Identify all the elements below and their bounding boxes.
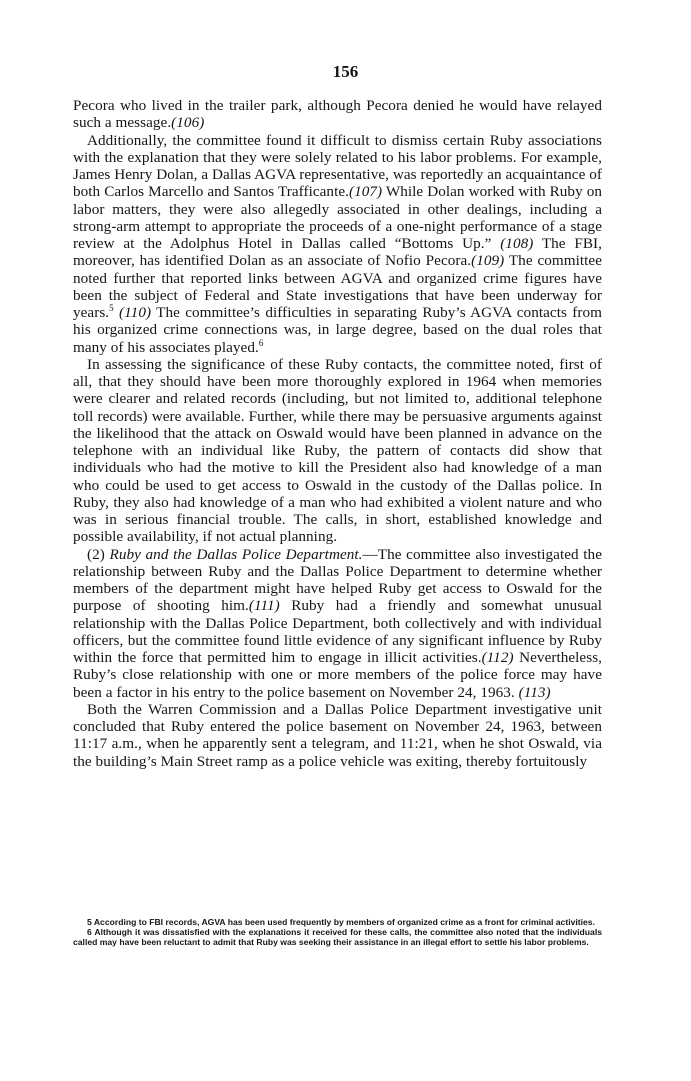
text-run: (2)	[87, 545, 110, 563]
page-number: 156	[332, 62, 359, 81]
citation-ref: (107)	[348, 183, 383, 201]
text-run: The FBI, moreover, has identified Dolan as an associate of Nofio Pecora.	[73, 235, 602, 270]
text-run: Nevertheless, Ruby’s close relationship with one or more members of the police force may have been a factor in his entry to the police basement on November 24, 1963.	[73, 649, 602, 701]
citation-ref: (113)	[518, 683, 551, 701]
citation-ref: Ruby and the Dallas Police Department.	[109, 545, 363, 563]
text-run: Both the Warren Commission and a Dallas Police Department investigative unit concluded that Ruby entered the police basement on November 24, 1963, between 11:17 a.m., when he apparently sent a telegram, and 11:21, when he shot Oswald, via the building’s Main Street ramp as a police vehicle was exiting, thereby fortuitously	[73, 700, 602, 770]
text-run: While Dolan worked with Ruby on labor matters, they were also allegedly associated in other dealings, including a strong-arm attempt to appropriate the proceeds of a one-night performance of a stage review at the Adolphus Hotel in Dallas called “Bottoms Up.”	[73, 183, 602, 252]
citation-ref: (111)	[248, 597, 280, 615]
text-run: Additionally, the committee found it difficult to dismiss certain Ruby associations with the explanation that they were solely related to his labor problems. For example, James Henry Dolan, a Dallas AGVA representative, was reportedly an acquaintance of both Carlos Marcello and Santos Trafficante.	[73, 131, 602, 201]
text-run: The committee’s difficulties in separating Ruby’s AGVA contacts from his organized crime connections was, in large degree, based on the dual roles that many of his associates played.	[73, 304, 602, 356]
body-text	[73, 97, 602, 770]
text-run: Pecora who lived in the trailer park, although Pecora denied he would have relayed such a message.	[73, 97, 602, 132]
citation-ref: (112)	[481, 649, 514, 666]
footnote-ref: 6	[258, 337, 264, 348]
paragraph-5	[73, 701, 602, 770]
text-run: The committee noted further that reported links between AGVA and organized crime figures have been the subject of Federal and State investigations that have been underway for years.	[73, 252, 602, 321]
citation-ref: (109)	[471, 252, 505, 270]
citation-ref: (110)	[119, 304, 152, 321]
paragraph-1	[73, 97, 602, 132]
text-run: Ruby had a friendly and somewhat unusual relationship with the Dallas Police Department, both collectively and with individual officers, but the committee found little evidence of any significant influence by Ruby within the force that permitted him to engage in illicit activities.	[73, 597, 602, 666]
text-run: In assessing the significance of these Ruby contacts, the committee noted, first of all, that they should have been more thoroughly explored in 1964 when memories were clearer and related records (including, but not limited to, additional telephone toll records) were available. Further, while there may be persuasive arguments against the likelihood that the attack on Oswald would have been planned in advance on the telephone with an individual like Ruby, the pattern of contacts did show that individuals who had the motive to kill the President also had knowledge of a man who could be used to get access to Oswald in the custody of the Dallas police. In Ruby, they also had knowledge of a man who had exhibited a violent nature and who was in serious financial trouble. The calls, in short, established knowledge and possible availability, if not actual planning.	[73, 355, 602, 546]
paragraph-3	[73, 356, 602, 546]
footnote-6: 6 Although it was dissatisfied with the explanations it received for these calls, the committee also noted that the individuals called may have been reluctant to admit that Ruby was seeking their assistance in an illegal effort to settle his labor problems.	[73, 927, 602, 948]
footnote-5: 5 According to FBI records, AGVA has been used frequently by members of organized crime as a front for criminal activities.	[87, 917, 595, 927]
paragraph-4	[73, 546, 602, 701]
text-run: —The committee also investigated the relationship between Ruby and the Dallas Police Department to determine whether members of the department might have helped Ruby get access to Oswald for the purpose of shooting him.	[73, 545, 602, 615]
footnotes	[73, 914, 602, 947]
citation-ref: (108)	[500, 235, 534, 252]
citation-ref: (106)	[171, 114, 205, 132]
footnote-ref: 5	[109, 302, 114, 313]
paragraph-2	[73, 132, 602, 356]
